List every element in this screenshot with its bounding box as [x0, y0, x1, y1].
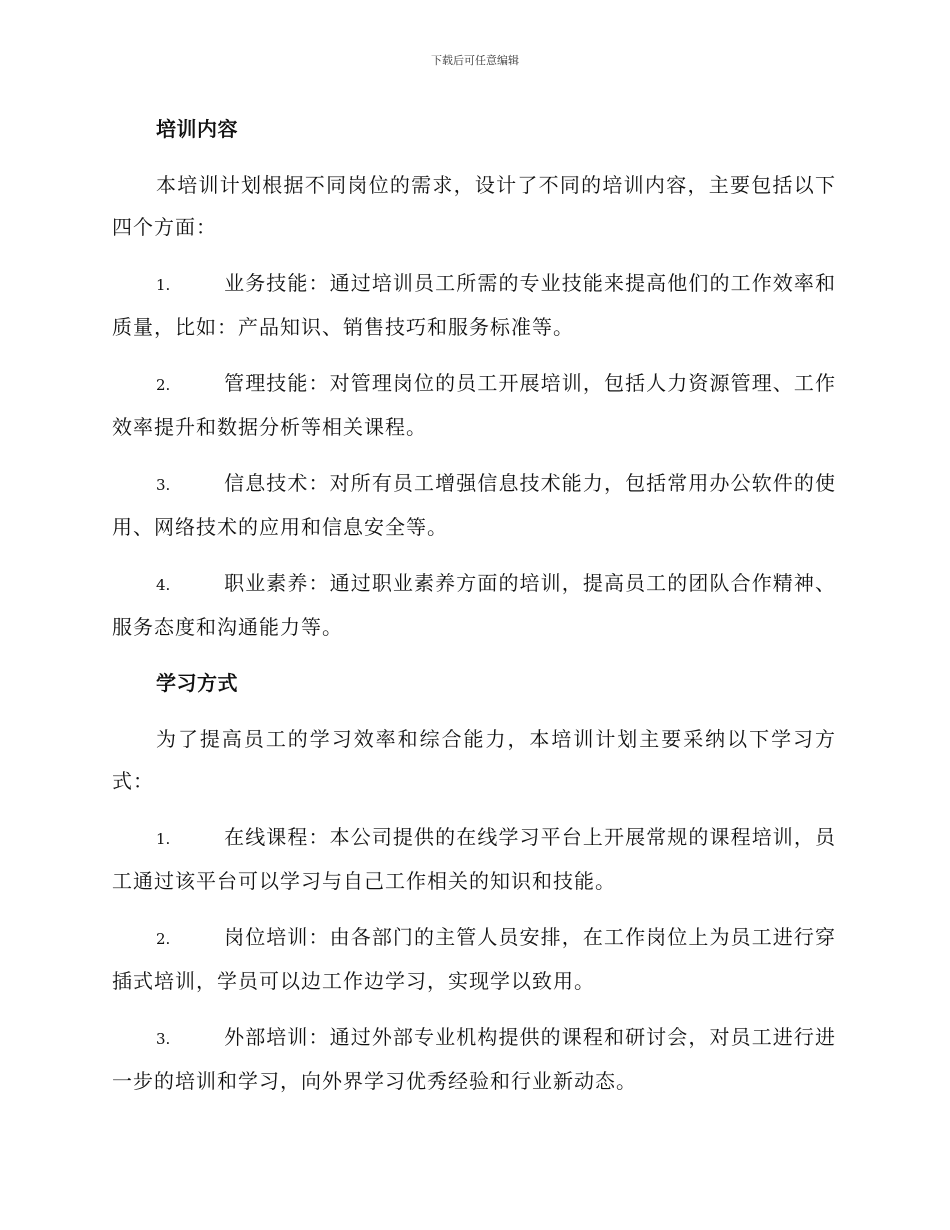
list-number: 3. — [156, 476, 171, 494]
list-number: 1. — [156, 276, 171, 294]
list-number: 2. — [156, 376, 171, 394]
list-item-information-technology — [112, 462, 836, 548]
section-heading-training-content: 培训内容 — [156, 117, 238, 141]
document-body — [112, 108, 836, 1102]
section-intro-training-content: 本培训计划根据不同岗位的需求，设计了不同的培训内容，主要包括以下四个方面： — [112, 173, 836, 239]
list-item-text: 在线课程：本公司提供的在线学习平台上开展常规的课程培训，员工通过该平台可以学习与自己工作相关的知识和技能。 — [112, 825, 836, 893]
list-number: 2. — [156, 930, 171, 948]
section-heading-learning-methods: 学习方式 — [156, 671, 238, 695]
list-item-text: 外部培训：通过外部专业机构提供的课程和研讨会，对员工进行进一步的培训和学习，向外界学习优秀经验和行业新动态。 — [112, 1025, 836, 1093]
list-item-business-skills — [112, 262, 836, 348]
section-intro-learning-methods: 为了提高员工的学习效率和综合能力，本培训计划主要采纳以下学习方式： — [112, 727, 836, 793]
list-item-text: 信息技术：对所有员工增强信息技术能力，包括常用办公软件的使用、网络技术的应用和信息安全等。 — [112, 471, 836, 539]
list-number: 4. — [156, 576, 171, 594]
list-item-text: 职业素养：通过职业素养方面的培训，提高员工的团队合作精神、服务态度和沟通能力等。 — [112, 571, 836, 639]
list-item-on-the-job-training — [112, 916, 836, 1002]
list-number: 1. — [156, 830, 171, 848]
header-note: 下载后可任意编辑 — [431, 54, 519, 67]
list-number: 3. — [156, 1030, 171, 1048]
list-item-online-courses — [112, 816, 836, 902]
list-item-text: 管理技能：对管理岗位的员工开展培训，包括人力资源管理、工作效率提升和数据分析等相关课程。 — [112, 371, 836, 439]
list-item-text: 岗位培训：由各部门的主管人员安排，在工作岗位上为员工进行穿插式培训，学员可以边工作边学习，实现学以致用。 — [112, 925, 836, 993]
list-item-external-training — [112, 1016, 836, 1102]
list-item-text: 业务技能：通过培训员工所需的专业技能来提高他们的工作效率和质量，比如：产品知识、销售技巧和服务标准等。 — [112, 271, 836, 339]
list-item-management-skills — [112, 362, 836, 448]
list-item-professional-quality — [112, 562, 836, 648]
